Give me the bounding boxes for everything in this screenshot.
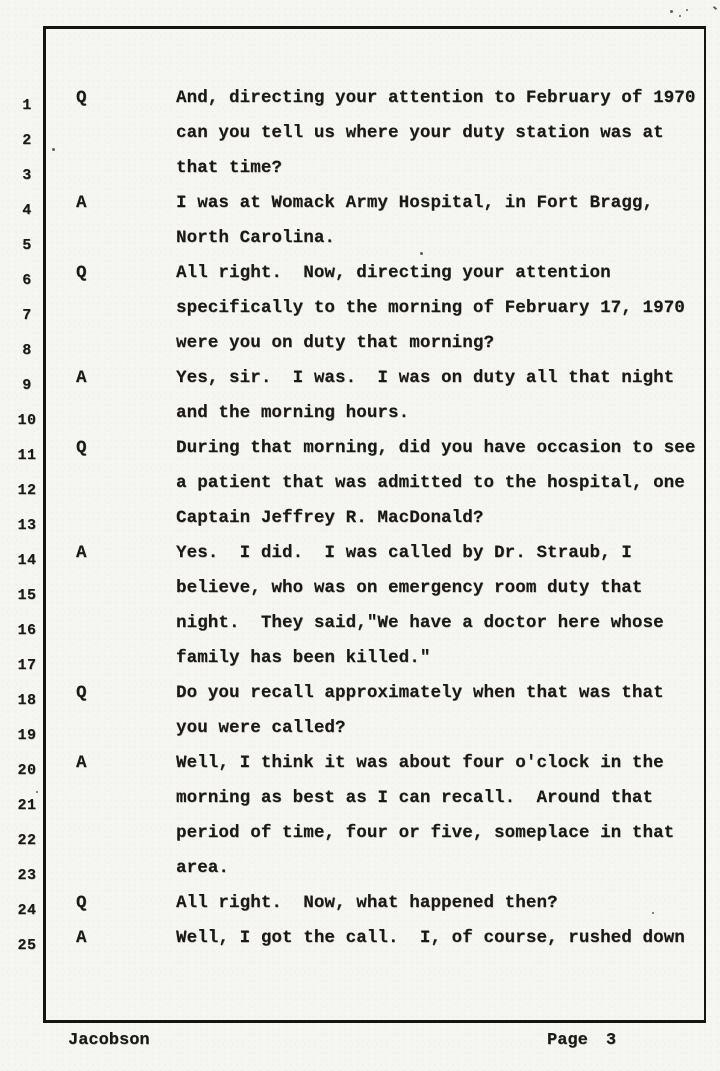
transcript-row <box>0 263 720 298</box>
line-number: 2 <box>22 132 32 149</box>
transcript-row <box>0 648 720 683</box>
line-number: 5 <box>22 237 32 254</box>
line-number: 17 <box>17 657 37 674</box>
transcript-line: and the morning hours. <box>176 403 410 423</box>
transcript-line: Do you recall approximately when that was that <box>176 683 664 703</box>
transcript-line: Yes. I did. I was called by Dr. Straub, I <box>176 543 632 563</box>
line-number: 9 <box>22 377 32 394</box>
footer-page-label: Page <box>547 1031 588 1050</box>
transcript-row <box>0 193 720 228</box>
transcript-row <box>0 928 720 963</box>
transcript-line: can you tell us where your duty station was at <box>176 123 664 143</box>
scan-speckle <box>670 10 673 13</box>
transcript-row <box>0 578 720 613</box>
transcript-line: All right. Now, what happened then? <box>176 893 558 913</box>
transcript-line: area. <box>176 858 230 878</box>
transcript-line: Captain Jeffrey R. MacDonald? <box>176 508 484 528</box>
transcript-row <box>0 613 720 648</box>
transcript-row <box>0 753 720 788</box>
transcript-row <box>0 438 720 473</box>
footer-page <box>547 1031 616 1050</box>
line-number: 4 <box>22 202 32 219</box>
line-number: 24 <box>17 902 37 919</box>
transcript-row <box>0 403 720 438</box>
scan-speckle <box>713 6 717 10</box>
speaker-label: A <box>76 928 87 948</box>
transcript-row <box>0 508 720 543</box>
speaker-label: A <box>76 193 87 213</box>
transcript-line: specifically to the morning of February 17, 1970 <box>176 298 685 318</box>
line-number: 15 <box>17 587 37 604</box>
transcript-line: Well, I think it was about four o'clock in the <box>176 753 664 773</box>
line-number: 25 <box>17 937 37 954</box>
line-number: 13 <box>17 517 37 534</box>
transcript-row <box>0 473 720 508</box>
transcript-line: And, directing your attention to February of 1970 <box>176 88 696 108</box>
transcript-line: were you on duty that morning? <box>176 333 495 353</box>
line-number: 8 <box>22 342 32 359</box>
line-number: 16 <box>17 622 37 639</box>
line-number: 19 <box>17 727 37 744</box>
scan-speckle <box>686 9 688 11</box>
line-number: 1 <box>22 97 32 114</box>
footer-page-number: 3 <box>605 1031 617 1050</box>
transcript-line: you were called? <box>176 718 346 738</box>
transcript-line: believe, who was on emergency room duty that <box>176 578 643 598</box>
footer-witness-name: Jacobson <box>68 1031 150 1050</box>
transcript-line: that time? <box>176 158 283 178</box>
line-number: 12 <box>17 482 37 499</box>
speaker-label: A <box>76 368 87 388</box>
transcript-line: night. They said,"We have a doctor here whose <box>176 613 664 633</box>
transcript-line: morning as best as I can recall. Around that <box>176 788 654 808</box>
transcript-row <box>0 158 720 193</box>
transcript-line: Well, I got the call. I, of course, rushed down <box>176 928 685 948</box>
line-number: 22 <box>17 832 37 849</box>
line-number: 7 <box>22 307 32 324</box>
transcript-line: family has been killed." <box>176 648 431 668</box>
speaker-label: A <box>76 543 87 563</box>
line-number: 23 <box>17 867 37 884</box>
scan-speckle <box>679 15 681 17</box>
transcript-line: I was at Womack Army Hospital, in Fort Bragg, <box>176 193 654 213</box>
speaker-label: Q <box>76 88 87 108</box>
line-number: 3 <box>22 167 32 184</box>
transcript-row <box>0 88 720 123</box>
transcript-row <box>0 718 720 753</box>
transcript-line: a patient that was admitted to the hospital, one <box>176 473 685 493</box>
transcript-line: All right. Now, directing your attention <box>176 263 611 283</box>
transcript-row <box>0 858 720 893</box>
speaker-label: A <box>76 753 87 773</box>
transcript-row <box>0 333 720 368</box>
page-footer <box>0 1031 720 1061</box>
transcript-row <box>0 788 720 823</box>
transcript-row <box>0 368 720 403</box>
speaker-label: Q <box>76 683 87 703</box>
speaker-label: Q <box>76 263 87 283</box>
transcript-row <box>0 298 720 333</box>
transcript-body <box>0 88 720 963</box>
transcript-row <box>0 683 720 718</box>
transcript-line: North Carolina. <box>176 228 336 248</box>
line-number: 10 <box>17 412 37 429</box>
speaker-label: Q <box>76 893 87 913</box>
transcript-line: period of time, four or five, someplace in that <box>176 823 675 843</box>
transcript-row <box>0 228 720 263</box>
line-number: 11 <box>17 447 37 464</box>
speaker-label: Q <box>76 438 87 458</box>
transcript-row <box>0 123 720 158</box>
transcript-row <box>0 893 720 928</box>
transcript-row <box>0 823 720 858</box>
transcript-line: Yes, sir. I was. I was on duty all that night <box>176 368 675 388</box>
line-number: 18 <box>17 692 37 709</box>
line-number: 14 <box>17 552 37 569</box>
transcript-row <box>0 543 720 578</box>
line-number: 21 <box>17 797 37 814</box>
transcript-line: During that morning, did you have occasion to see <box>176 438 696 458</box>
line-number: 20 <box>17 762 37 779</box>
line-number: 6 <box>22 272 32 289</box>
